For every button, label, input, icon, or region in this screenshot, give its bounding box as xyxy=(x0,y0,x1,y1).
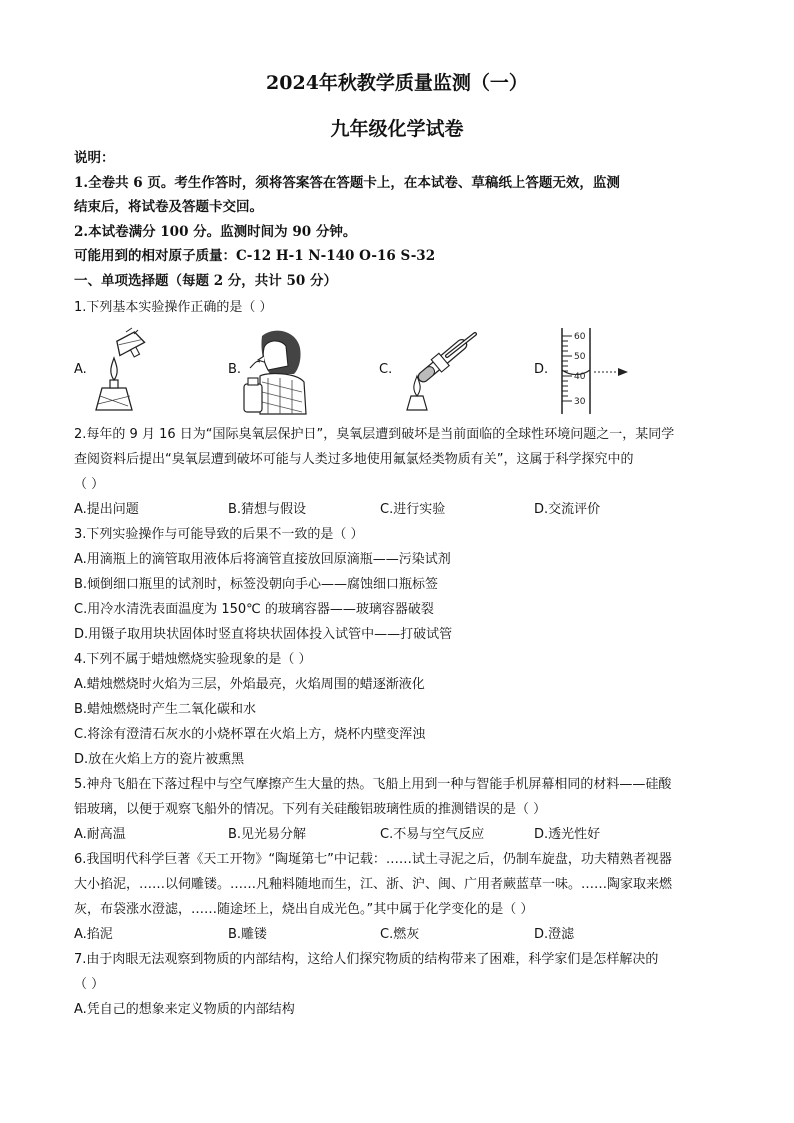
option-a: A.蜡烛燃烧时火焰为三层，外焰最亮，火焰周围的蜡逐渐液化 xyxy=(74,677,425,692)
exam-title: 2024年秋教学质量监测（一） xyxy=(266,72,528,94)
question-7-line: （ ） xyxy=(74,977,105,992)
question-3 xyxy=(74,522,734,647)
measuring-cylinder-icon xyxy=(546,326,636,416)
atomic-mass-line: 可能用到的相对原子质量：C-12 H-1 N-140 O-16 S-32 xyxy=(74,248,436,265)
question-4 xyxy=(74,647,734,772)
question-5 xyxy=(74,772,734,847)
test-tube-heating-icon xyxy=(391,326,481,416)
question-2-line: 查阅资料后提出“臭氧层遭到破坏可能与人类过多地使用氟氯烃类物质有关”，这属于科学探究中的 xyxy=(74,452,634,467)
question-7-line: 7.由于肉眼无法观察到物质的内部结构，这给人们探究物质的结构带来了困难，科学家们是怎样解决的 xyxy=(74,952,659,967)
question-4-stem: 4.下列不属于蜡烛燃烧实验现象的是（ ） xyxy=(74,652,312,667)
option-c: C.不易与空气反应 xyxy=(380,827,485,842)
question-3-stem: 3.下列实验操作与可能导致的后果不一致的是（ ） xyxy=(74,527,364,542)
option-b: B.雕镂 xyxy=(228,927,268,942)
option-c: C.燃灰 xyxy=(380,927,420,942)
option-d: D.澄滤 xyxy=(534,927,575,942)
question-6-options xyxy=(74,922,734,947)
figure-a-label: A. xyxy=(74,362,87,377)
question-6-line: 灰，布袋涨水澄滤，……随途坯上，烧出自成光色。”其中属于化学变化的是（ ） xyxy=(74,902,534,917)
option-a: A.耐高温 xyxy=(74,827,126,842)
option-d: D.放在火焰上方的瓷片被熏黑 xyxy=(74,752,245,767)
question-1-figures xyxy=(74,326,734,416)
instructions xyxy=(74,146,734,294)
option-d: D.交流评价 xyxy=(534,502,601,517)
option-d: D.用镊子取用块状固体时竖直将块状固体投入试管中——打破试管 xyxy=(74,627,453,642)
instruction-line: 结束后，将试卷及答题卡交回。 xyxy=(74,199,263,216)
option-b: B.猜想与假设 xyxy=(228,502,307,517)
question-6-line: 大小掐泥，……以伺雕镂。……凡釉料随地而生，江、浙、沪、闽、广用者蕨蓝草一味。……陶家取来燃 xyxy=(74,877,673,892)
question-2-line: 2.每年的 9 月 16 日为“国际臭氧层保护日”，臭氧层遭到破坏是当前面临的全球性环境问题之一，某同学 xyxy=(74,427,675,442)
question-5-line: 铝玻璃，以便于观察飞船外的情况。下列有关硅酸铝玻璃性质的推测错误的是（ ） xyxy=(74,802,547,817)
exam-subtitle: 九年级化学试卷 xyxy=(330,118,464,140)
option-c: C.进行实验 xyxy=(380,502,446,517)
scale-tick-30: 30 xyxy=(574,397,586,407)
scale-tick-60: 60 xyxy=(574,332,586,342)
scale-tick-40: 40 xyxy=(574,372,586,382)
question-2 xyxy=(74,422,734,522)
question-2-line: （ ） xyxy=(74,477,105,492)
question-1-stem: 1.下列基本实验操作正确的是（ ） xyxy=(74,300,273,315)
option-a: A.凭自己的想象来定义物质的内部结构 xyxy=(74,1002,295,1017)
figure-c-label: C. xyxy=(379,362,393,377)
option-d: D.透光性好 xyxy=(534,827,601,842)
option-c: C.将涂有澄清石灰水的小烧杯罩在火焰上方，烧杯内壁变浑浊 xyxy=(74,727,426,742)
person-smelling-icon xyxy=(240,326,310,416)
section-heading: 一、单项选择题（每题 2 分，共计 50 分） xyxy=(74,272,337,289)
instructions-heading: 说明： xyxy=(74,150,115,166)
question-6 xyxy=(74,847,734,947)
question-2-options xyxy=(74,497,734,522)
option-a: A.提出问题 xyxy=(74,502,139,517)
scale-tick-50: 50 xyxy=(574,352,586,362)
question-6-line: 6.我国明代科学巨著《天工开物》“陶埏第七”中记载：……试土寻泥之后，仍制车旋盘，功夫精熟者视器 xyxy=(74,852,672,867)
question-7 xyxy=(74,947,734,1022)
alcohol-lamp-icon xyxy=(86,326,156,416)
question-5-options xyxy=(74,822,734,847)
instruction-line: 2.本试卷满分 100 分。监测时间为 90 分钟。 xyxy=(74,223,357,240)
option-c: C.用冷水清洗表面温度为 150℃ 的玻璃容器——玻璃容器破裂 xyxy=(74,602,434,617)
question-5-line: 5.神舟飞船在下落过程中与空气摩擦产生大量的热。飞船上用到一种与智能手机屏幕相同的材料——硅酸 xyxy=(74,777,672,792)
option-b: B.倾倒细口瓶里的试剂时，标签没朝向手心——腐蚀细口瓶标签 xyxy=(74,577,439,592)
figure-b-label: B. xyxy=(228,362,242,377)
option-a: A.用滴瓶上的滴管取用液体后将滴管直接放回原滴瓶——污染试剂 xyxy=(74,552,451,567)
instruction-line: 1.全卷共 6 页。考生作答时，须将答案答在答题卡上，在本试卷、草稿纸上答题无效，监测 xyxy=(74,174,620,191)
option-b: B.见光易分解 xyxy=(228,827,307,842)
option-a: A.掐泥 xyxy=(74,927,113,942)
option-b: B.蜡烛燃烧时产生二氧化碳和水 xyxy=(74,702,257,717)
figure-d-label: D. xyxy=(534,362,549,377)
